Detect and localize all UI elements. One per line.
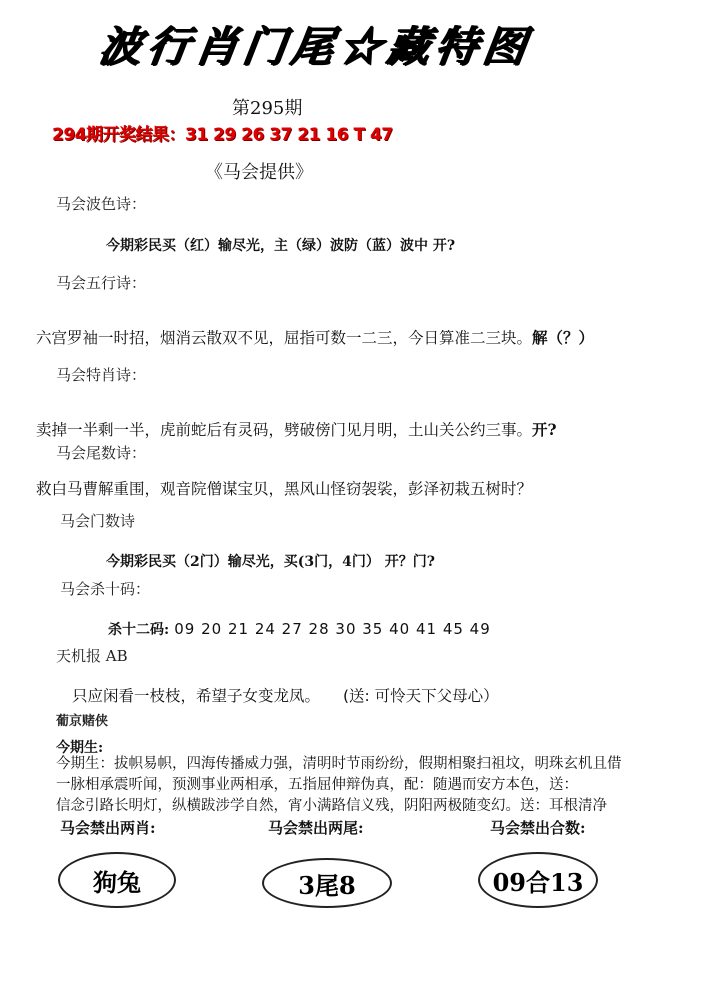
zodiac-poem-text: 卖掉一半剩一半，虎前蛇后有灵码，劈破傍门见月明，土山关公约三事。 (36, 421, 533, 439)
ban-tail-value: 3尾8 (298, 870, 356, 900)
page-title: 波行肖门尾☆藏特图 (96, 22, 536, 71)
tianji-text: 只应闲看一枝枝，希望子女变龙凤。 (72, 687, 321, 705)
five-elements-line (36, 326, 594, 348)
tianji-label: 天机报 AB (56, 647, 128, 665)
five-elements-suffix: 解（？） (532, 328, 595, 347)
zodiac-poem-suffix: 开? (532, 420, 557, 439)
tianji-line (72, 684, 499, 706)
portugal-label: 葡京赌侠 (56, 714, 109, 729)
today-label: 今期生: (56, 740, 104, 756)
wave-poem-label: 马会波色诗： (56, 195, 147, 213)
tianji-send: (送: 可怜天下父母心） (342, 687, 499, 705)
five-elements-text: 六宫罗袖一时招，烟消云散双不见，屈指可数一二三，今日算准二三块。 (36, 329, 533, 347)
previous-result: 294期开奖结果：31 29 26 37 21 16 T 47 (52, 125, 393, 145)
zodiac-poem-line (36, 418, 557, 440)
door-poem-label: 马会门数诗 (60, 512, 136, 530)
tail-poem-label: 马会尾数诗： (56, 444, 147, 462)
provider-note: 《马会提供》 (205, 162, 313, 183)
zodiac-poem-label: 马会特肖诗： (56, 366, 147, 384)
kill-twelve-label: 马会杀十码： (60, 580, 151, 598)
ban-zodiac-oval (58, 852, 176, 908)
issue-number: 第295期 (232, 98, 303, 119)
ban-zodiac-label: 马会禁出两肖: (60, 819, 156, 837)
ban-sum-value: 09合13 (492, 867, 584, 897)
tail-poem-text: 救白马曹解重围，观音院僧谋宝贝，黑风山怪窃袈裟，彭泽初栽五树时？ (36, 480, 533, 498)
today-line-3: 信念引路长明灯，纵横跋涉学自然，宵小满路信义残，阴阳两极随变幻。送：耳根清净 (56, 798, 607, 814)
today-line-1: 今期生：拔帜易帜，四海传播威力强，清明时节雨纷纷，假期相聚扫祖坟，明珠玄机且借 (56, 756, 622, 772)
ban-sum-label: 马会禁出合数: (490, 819, 586, 837)
ban-sum-oval (478, 852, 598, 908)
kill-code-values: 09 20 21 24 27 28 30 35 40 41 45 49 (174, 620, 491, 638)
kill-twelve-line (108, 619, 491, 639)
five-elements-label: 马会五行诗： (56, 274, 147, 292)
today-line-2: 一脉相承震听闻，预测事业两相承，五指屈伸辩伪真，配：随遇而安方本色，送： (56, 777, 578, 793)
ban-tail-oval (262, 858, 392, 908)
ban-zodiac-value: 狗兔 (93, 867, 141, 897)
ban-tail-label: 马会禁出两尾: (268, 819, 364, 837)
wave-poem-text: 今期彩民买（红）输尽光，主（绿）波防（蓝）波中 开? (106, 238, 456, 254)
kill-code-label: 杀十二码: (108, 622, 170, 638)
door-poem-text: 今期彩民买（2门）输尽光，买(3门，4门） 开？门? (106, 554, 435, 570)
